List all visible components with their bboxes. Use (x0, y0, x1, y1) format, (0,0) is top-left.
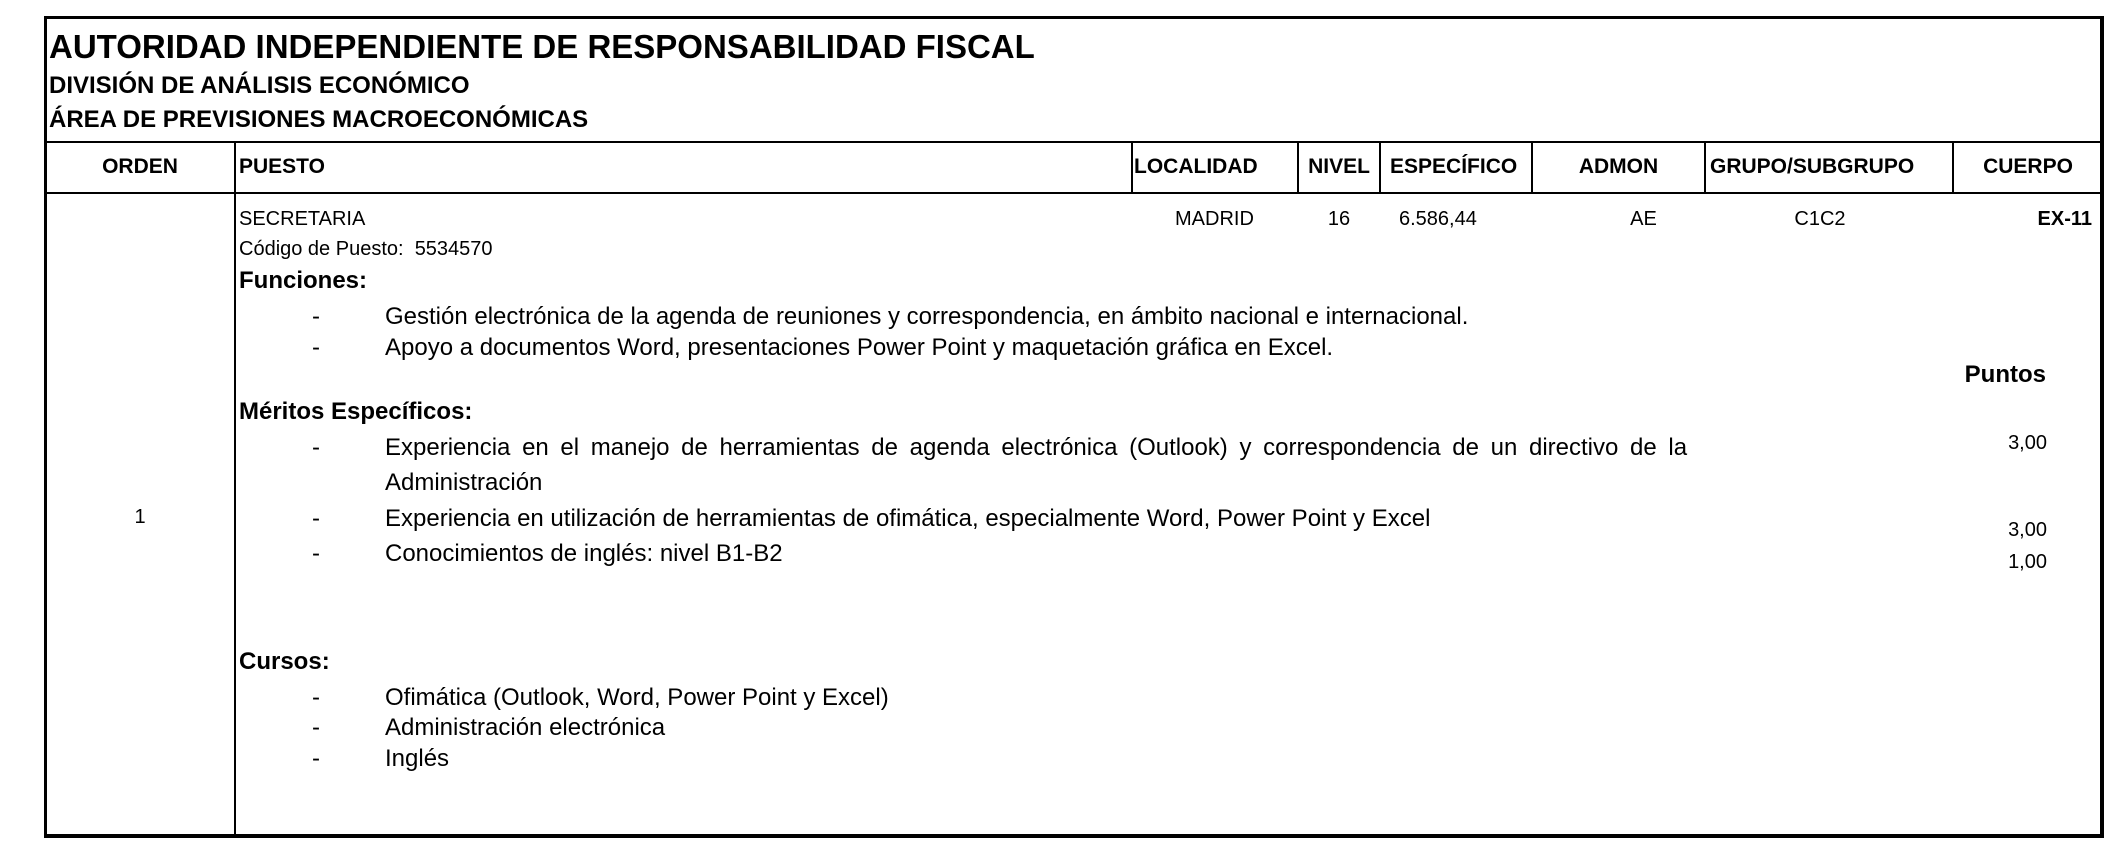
especifico-value: 6.586,44 (1399, 208, 1477, 230)
column-header-especifico: ESPECÍFICO (1390, 155, 1518, 178)
localidad-value: MADRID (1175, 208, 1254, 230)
nivel-value: 16 (1327, 208, 1351, 230)
bullet: - (312, 434, 320, 461)
column-header-admon: ADMON (1578, 155, 1659, 178)
merito-item: Experiencia en el manejo de herramientas de agenda electrónica (Outlook) y correspondencia de un directivo de la (385, 434, 1688, 461)
orden-value: 1 (134, 506, 146, 528)
cuerpo-value: EX-11 (2037, 208, 2092, 230)
merito-puntos: 1,00 (2008, 551, 2047, 573)
grupo-value: C1C2 (1794, 208, 1846, 230)
curso-item: Ofimática (Outlook, Word, Power Point y Excel) (385, 684, 889, 711)
merito-item: Experiencia en utilización de herramientas de ofimática, especialmente Word, Power Point y Excel (385, 505, 1431, 532)
division-title: DIVISIÓN DE ANÁLISIS ECONÓMICO (49, 72, 470, 99)
funcion-item: Apoyo a documentos Word, presentaciones Power Point y maquetación gráfica en Excel. (385, 334, 1334, 361)
admon-value: AE (1630, 208, 1657, 230)
codigo-value: 5534570 (414, 238, 493, 260)
merito-puntos: 3,00 (2008, 432, 2047, 454)
merito-item-continuation: Administración (385, 469, 543, 496)
bullet: - (312, 540, 320, 567)
document-frame (44, 16, 2104, 838)
merito-puntos: 3,00 (2008, 519, 2047, 541)
column-header-localidad: LOCALIDAD (1134, 155, 1258, 178)
merito-item: Conocimientos de inglés: nivel B1-B2 (385, 540, 783, 567)
column-header-nivel: NIVEL (1308, 155, 1370, 178)
page-title: AUTORIDAD INDEPENDIENTE DE RESPONSABILIDAD FISCAL (49, 28, 1035, 65)
puntos-label: Puntos (1964, 361, 2046, 388)
column-header-puesto: PUESTO (239, 155, 325, 178)
bullet: - (312, 745, 320, 772)
header-bottom-line (44, 192, 2104, 194)
curso-item: Inglés (385, 745, 450, 772)
header-divider (1131, 142, 1133, 192)
bullet: - (312, 714, 320, 741)
cursos-label: Cursos: (239, 648, 330, 675)
bullet: - (312, 684, 320, 711)
column-header-cuerpo: CUERPO (1983, 155, 2073, 178)
curso-item: Administración electrónica (385, 714, 666, 741)
puesto-name: SECRETARIA (239, 208, 366, 230)
bullet: - (312, 505, 320, 532)
codigo-puesto (239, 238, 493, 261)
funciones-label: Funciones: (239, 267, 368, 294)
header-divider (1704, 142, 1706, 192)
bullet: - (312, 303, 320, 330)
funcion-item: Gestión electrónica de la agenda de reuniones y correspondencia, en ámbito nacional e internacional. (385, 303, 1469, 330)
bullet: - (312, 334, 320, 361)
orden-column-divider (234, 142, 236, 836)
meritos-label: Méritos Específicos: (239, 398, 473, 425)
column-header-grupo: GRUPO/SUBGRUPO (1710, 155, 1915, 178)
column-header-orden: ORDEN (102, 155, 178, 178)
codigo-label: Código de Puesto: (239, 238, 404, 260)
header-divider (1379, 142, 1381, 192)
area-title: ÁREA DE PREVISIONES MACROECONÓMICAS (49, 106, 589, 133)
